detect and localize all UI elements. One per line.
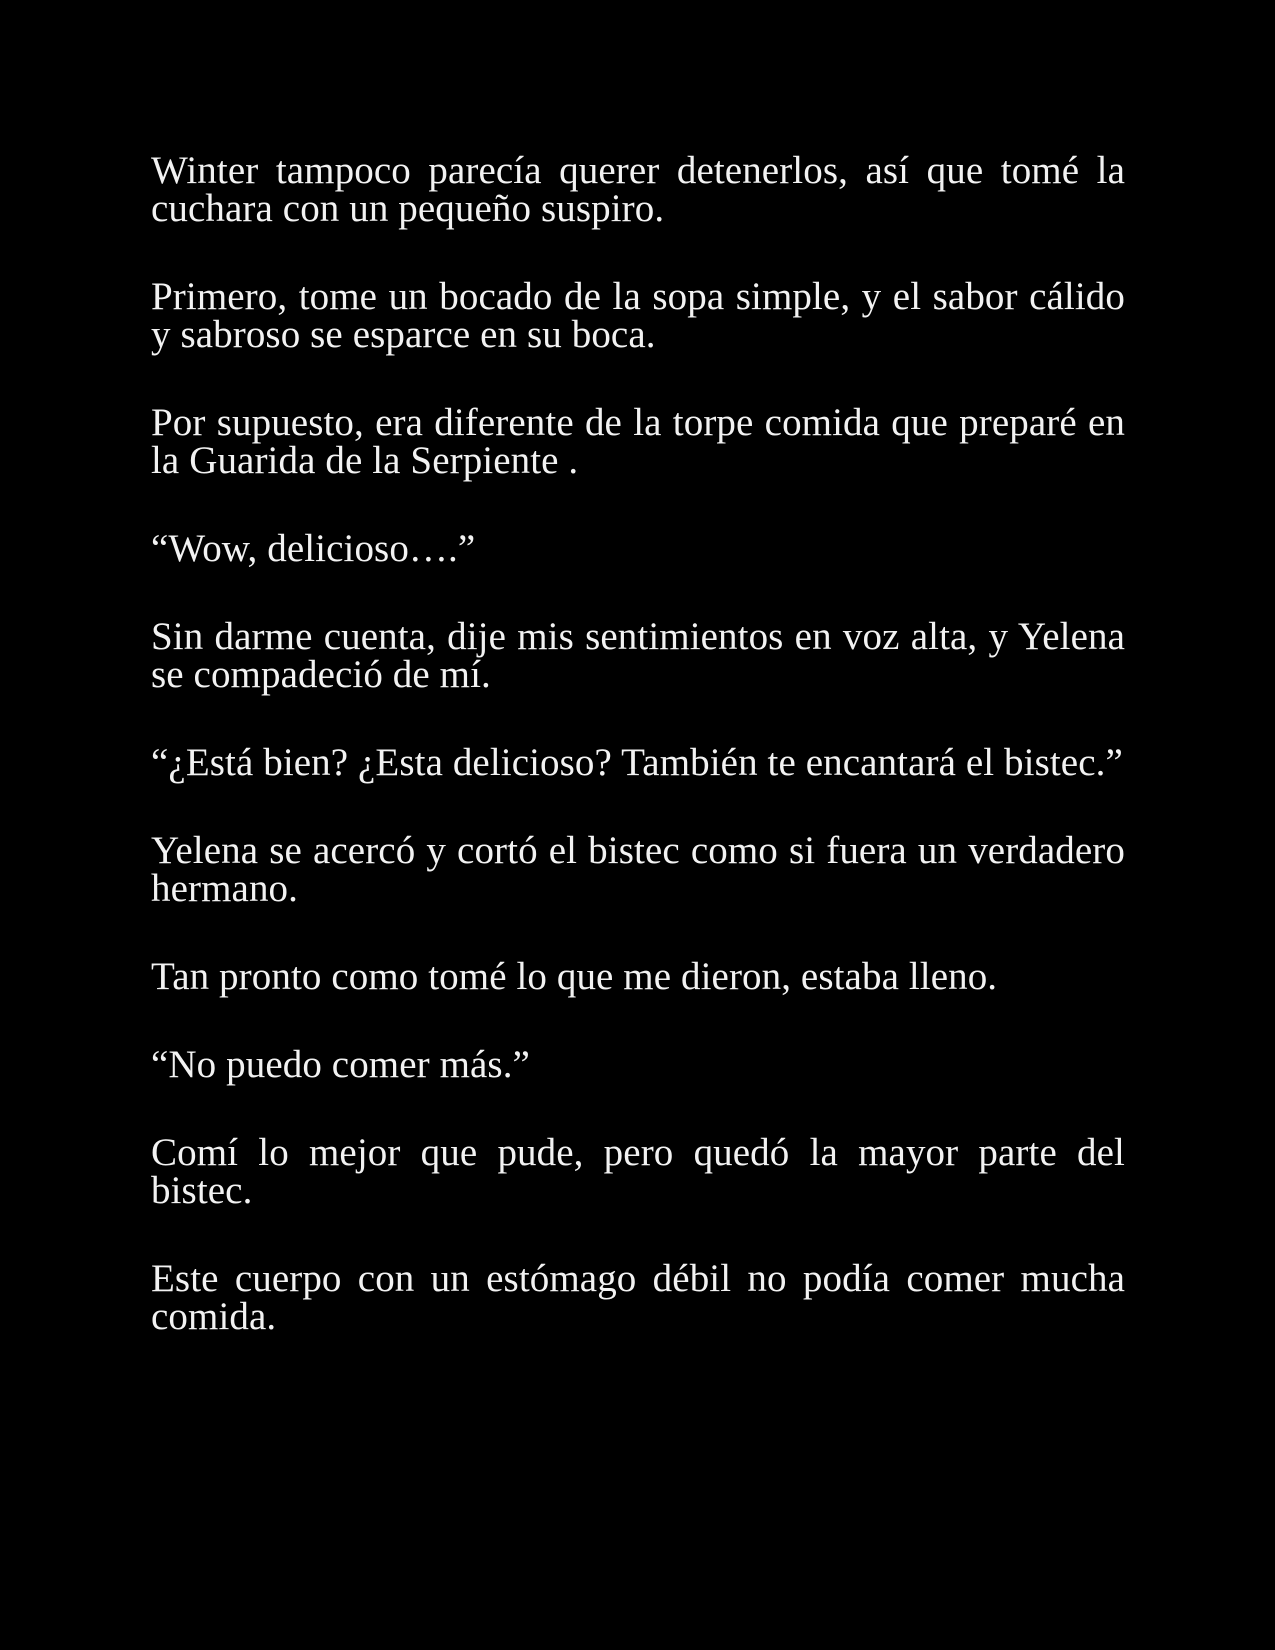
paragraph: Por supuesto, era diferente de la torpe comida que preparé en la Guarida de la Serpiente .: [151, 401, 1125, 482]
text-column: [151, 149, 1125, 1386]
paragraph: Este cuerpo con un estómago débil no podía comer mucha comida.: [151, 1257, 1125, 1338]
paragraph: Primero, tome un bocado de la sopa simple, y el sabor cálido y sabroso se esparce en su boca.: [151, 275, 1125, 356]
paragraph: “No puedo comer más.”: [151, 1043, 530, 1086]
paragraph: Yelena se acercó y cortó el bistec como si fuera un verdadero hermano.: [151, 829, 1125, 910]
paragraph: Winter tampoco parecía querer detenerlos, así que tomé la cuchara con un pequeño suspiro.: [151, 149, 1125, 230]
paragraph: “Wow, delicioso….”: [151, 527, 476, 570]
paragraph: Tan pronto como tomé lo que me dieron, estaba lleno.: [151, 955, 998, 998]
paragraph: Sin darme cuenta, dije mis sentimientos en voz alta, y Yelena se compadeció de mí.: [151, 615, 1125, 696]
paragraph: “¿Está bien? ¿Esta delicioso? También te encantará el bistec.”: [151, 741, 1123, 784]
paragraph: Comí lo mejor que pude, pero quedó la mayor parte del bistec.: [151, 1131, 1125, 1212]
